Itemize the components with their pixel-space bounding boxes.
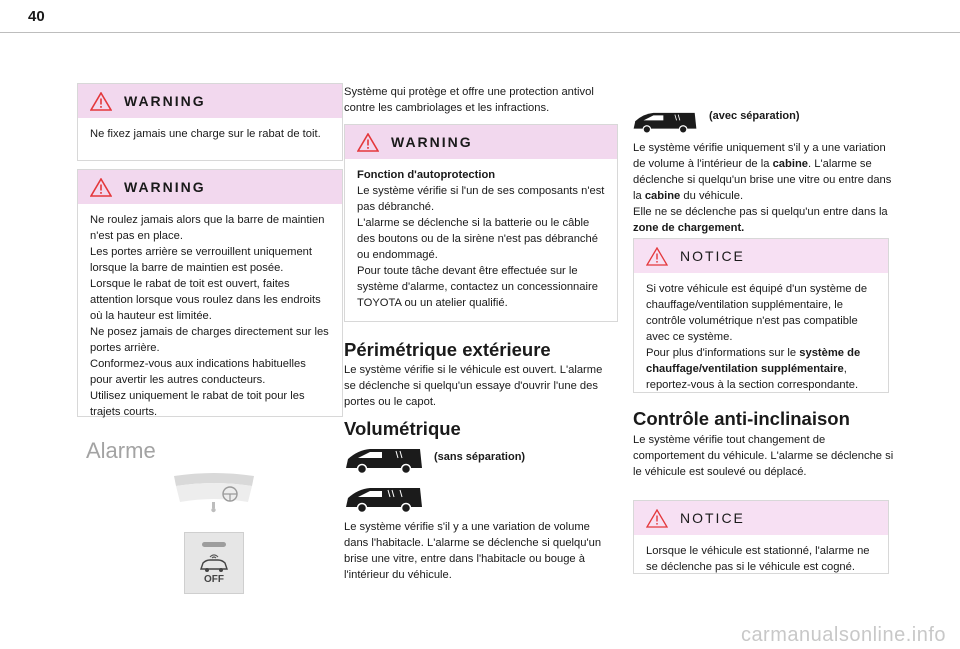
- text-run: Pour plus d'informations sur le: [646, 347, 800, 359]
- car-label-without-partition: (sans séparation): [434, 451, 526, 463]
- alarm-intro: Système qui protège et offre une protection antivol contre les cambriolages et les infractions.: [344, 86, 594, 114]
- warning-icon: [90, 92, 112, 111]
- warning-text: Ne fixez jamais une charge sur le rabat de toit.: [90, 128, 321, 140]
- warning-header: [78, 170, 342, 204]
- notice-icon: [646, 509, 668, 528]
- warning-line: Utilisez uniquement le rabat de toit pour les trajets courts.: [90, 390, 305, 418]
- notice-text: [634, 273, 888, 401]
- alarm-off-button[interactable]: [184, 532, 244, 594]
- text-run: , reportez-vous à la section correspondante.: [646, 363, 859, 391]
- notice-title: NOTICE: [680, 248, 745, 264]
- section-title-alarme: Alarme: [86, 438, 156, 463]
- notice-line: [646, 345, 876, 393]
- heading-perimetrique: Périmétrique extérieure: [344, 339, 551, 360]
- warning-line: Ne posez jamais de charges directement sur les portes arrière.: [90, 326, 329, 354]
- notice-box-heating: [633, 238, 889, 393]
- notice-text: Lorsque le véhicule est stationné, l'alarme ne se déclenche pas si le véhicule est cogné.: [646, 545, 870, 573]
- warning-icon: [90, 178, 112, 197]
- van-with-partition-icon: [632, 108, 698, 136]
- warning-box-roof-load: [77, 83, 343, 161]
- warning-title: WARNING: [391, 134, 473, 150]
- notice-header: [634, 239, 888, 273]
- warning-line: Le système vérifie si l'un de ses composants n'est pas débranché.: [357, 185, 605, 213]
- warning-title: WARNING: [124, 93, 206, 109]
- heading-anti-inclinaison: Contrôle anti-inclinaison: [633, 408, 850, 429]
- volumetrique-text: Le système vérifie s'il y a une variation de volume dans l'habitacle. L'alarme se déclenche si quelqu'un brise une vitre, entre dans l'habitacle ou bouge à l'intérieur du véhicule.: [344, 521, 602, 581]
- warning-text: [345, 159, 617, 319]
- page-number: 40: [28, 8, 45, 25]
- text-bold-cabine: cabine: [644, 190, 681, 202]
- warning-icon: [357, 133, 379, 152]
- text-run: Le système vérifie uniquement s'il y a une variation de volume à l'intérieur de la: [633, 142, 886, 170]
- warning-box-holding-bar: [77, 169, 343, 417]
- car-label-with-partition: (avec séparation): [709, 110, 800, 122]
- off-label: OFF: [204, 574, 224, 585]
- button-indicator-light: [202, 542, 226, 547]
- text-run: Elle ne se déclenche pas si quelqu'un entre dans la: [633, 206, 888, 218]
- warning-line: Les portes arrière se verrouillent uniquement lorsque la barre de maintien est posée.: [90, 246, 313, 274]
- with-partition-text: [633, 140, 895, 236]
- warning-line: Ne roulez jamais alors que la barre de maintien n'est pas en place.: [90, 214, 325, 242]
- warning-text: [78, 204, 342, 428]
- warning-subtitle: Fonction d'autoprotection: [357, 169, 496, 181]
- header-rule: [0, 32, 960, 33]
- text-bold-zone: zone de chargement.: [633, 222, 745, 234]
- notice-icon: [646, 247, 668, 266]
- warning-header: [345, 125, 617, 159]
- heading-volumetrique: Volumétrique: [344, 418, 461, 439]
- text-run: du véhicule.: [680, 190, 744, 202]
- notice-title: NOTICE: [680, 510, 745, 526]
- watermark: carmanualsonline.info: [740, 624, 946, 646]
- van-without-partition-icon: [344, 446, 424, 474]
- anti-inclinaison-text: Le système vérifie tout changement de comportement du véhicule. L'alarme se déclenche si le véhicule est soulevé ou déplacé.: [633, 434, 894, 478]
- rearview-mirror-illustration: [172, 468, 256, 518]
- text-bold-cabine: cabine: [772, 158, 809, 170]
- notice-header: [634, 501, 888, 535]
- van-partition-icon: [344, 485, 424, 513]
- warning-box-autoprotection: [344, 124, 618, 322]
- text-run: . L'alarme se déclenche si quelqu'un brise une vitre ou entre dans la: [633, 158, 892, 202]
- warning-line: Lorsque le rabat de toit est ouvert, faites attention lorsque vous roulez dans les endroits où la hauteur est limitée.: [90, 278, 321, 322]
- text-bold-heating: système de chauffage/ventilation supplémentaire: [646, 347, 861, 375]
- warning-line: Conformez-vous aux indications habituelles pour avertir les autres conducteurs.: [90, 358, 306, 386]
- warning-line: L'alarme se déclenche si la batterie ou le câble des boutons ou de la sirène n'est pas débranché ou endommagé.: [357, 217, 598, 261]
- warning-line: Pour toute tâche devant être effectuée sur le système d'alarme, contactez un concessionnaire TOYOTA ou un atelier qualifié.: [357, 265, 598, 309]
- notice-box-parked: [633, 500, 889, 574]
- warning-title: WARNING: [124, 179, 206, 195]
- car-alarm-icon: [198, 553, 230, 573]
- notice-line: Si votre véhicule est équipé d'un système de chauffage/ventilation supplémentaire, le contrôle volumétrique n'est pas compatible avec ce système.: [646, 283, 868, 343]
- warning-header: [78, 84, 342, 118]
- perimetrique-text: Le système vérifie si le véhicule est ouvert. L'alarme se déclenche si quelqu'un essaye d'ouvrir l'une des portes ou le capot.: [344, 364, 603, 408]
